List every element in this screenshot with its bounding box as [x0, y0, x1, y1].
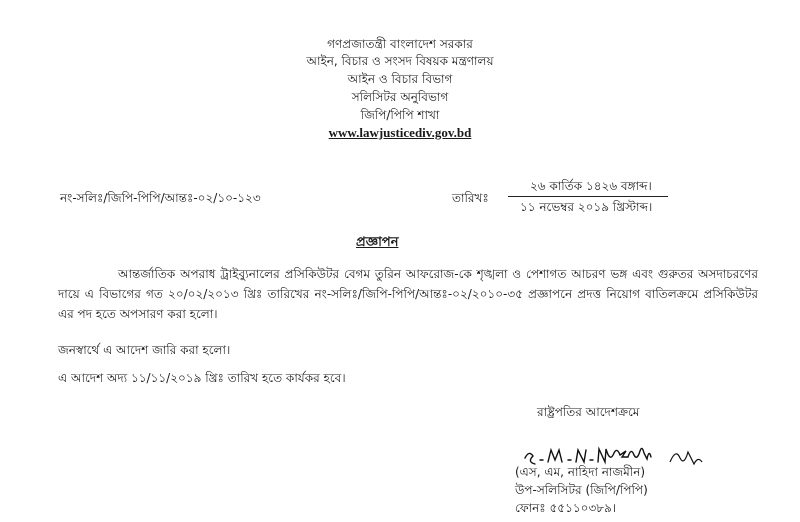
division-name: আইন ও বিচার বিভাগ — [347, 72, 453, 86]
wing-name: সলিসিটর অনুবিভাগ — [351, 90, 449, 104]
signatory-phone: ফোনঃ ৫৫১১০৩৮৯। — [515, 501, 617, 515]
signatory-name: (এস, এম, নাহিদা নাজমীন) — [515, 465, 646, 479]
body-paragraph-3: এ আদেশ অদ্য ১১/১১/২০১৯ খ্রিঃ তারিখ হতে কার্যকর হবে। — [58, 371, 346, 385]
by-order-line: রাষ্ট্রপতির আদেশক্রমে — [537, 405, 640, 419]
date-divider — [508, 196, 668, 197]
government-name: গণপ্রজাতন্ত্রী বাংলাদেশ সরকার — [327, 37, 473, 51]
body-paragraph-1: আন্তর্জাতিক অপরাধ ট্রাইব্যুনালের প্রসিকিউটর বেগম তুরিন আফরোজ-কে শৃঙ্খলা ও পেশাগত আচরণ ভঙ্গ এবং গুরুতর অসদাচরণের দায়ে এ বিভাগের গত ২০/০২/২০১৩ খ্রিঃ তারিখের নং-সলিঃ/জিপি-পিপি/আন্তঃ-০২/২০১০-৩৫ প্রজ্ঞাপনে প্রদত্ত নিয়োগ বাতিলক্রমে প্রসিকিউটর এর পদ হতে অপসারণ করা হলো। — [58, 267, 758, 321]
memo-number: নং-সলিঃ/জিপি-পিপি/আন্তঃ-০২/১০-১২৩ — [60, 191, 261, 205]
website-link[interactable]: www.lawjusticediv.gov.bd — [328, 125, 472, 140]
date-bengali: ২৬ কার্তিক ১৪২৬ বঙ্গাব্দ। — [530, 179, 652, 193]
date-block — [508, 178, 678, 218]
signatory-designation: উপ-সলিসিটর (জিপি/পিপি) — [515, 483, 648, 497]
ministry-name: আইন, বিচার ও সংসদ বিষয়ক মন্ত্রণালয় — [306, 54, 494, 68]
body-paragraph-2: জনস্বার্থে এ আদেশ জারি করা হলো। — [58, 343, 231, 357]
date-label: তারিখঃ — [452, 191, 489, 205]
branch-name: জিপি/পিপি শাখা — [360, 108, 440, 122]
date-gregorian: ১১ নভেম্বর ২০১৯ খ্রিস্টাব্দ। — [520, 200, 653, 214]
notification-title: প্রজ্ঞাপন — [356, 235, 399, 250]
